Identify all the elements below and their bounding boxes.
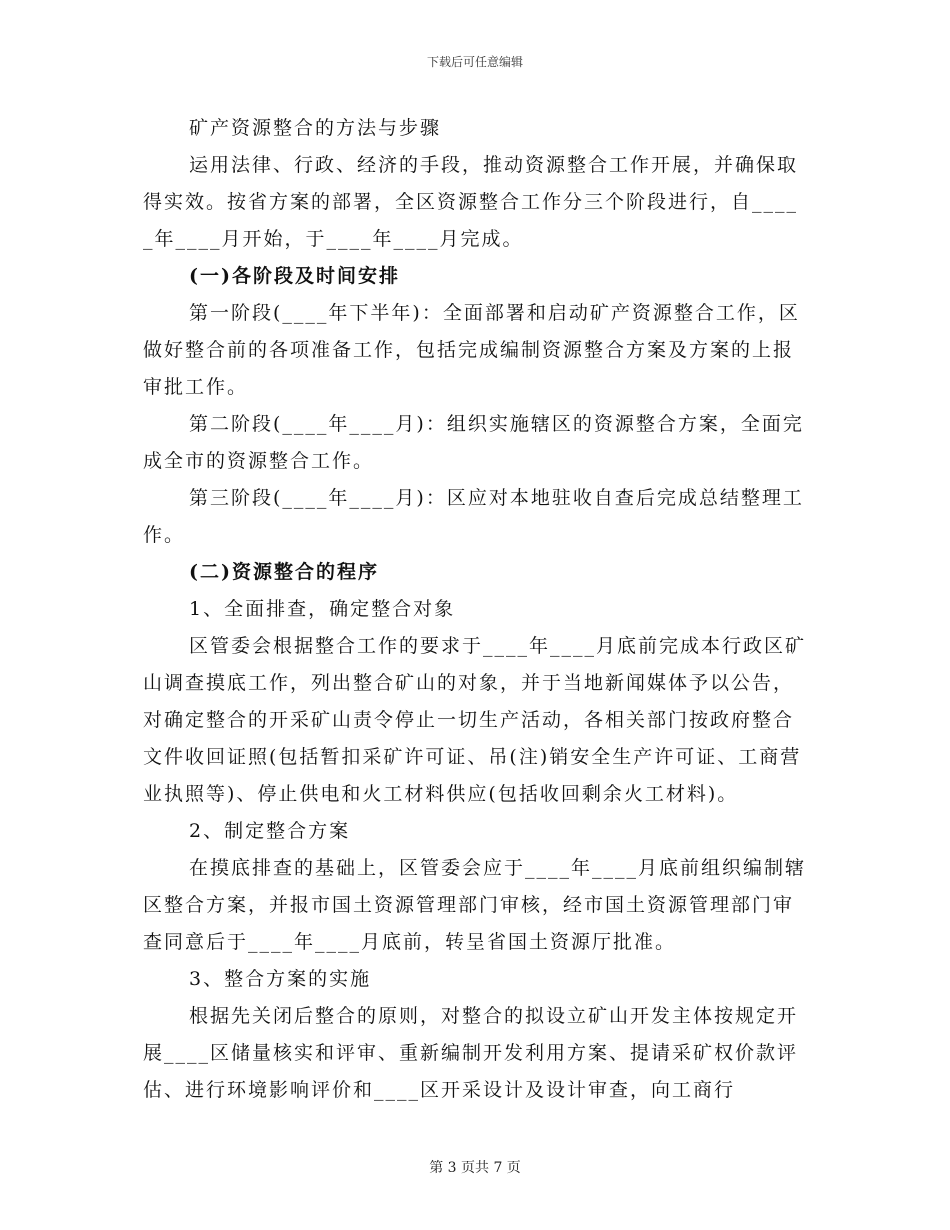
paragraph-stage-3: 第三阶段(____年____月)：区应对本地驻收自查后完成总结整理工作。 [143, 487, 804, 546]
subheading-step-2: 2、制定整合方案 [189, 820, 351, 842]
paragraph-intro: 运用法律、行政、经济的手段，推动资源整合工作开展，并确保取得实效。按省方案的部署，全区资源整合工作分三个阶段进行，自_____年____月开始，于____年____月完成。 [143, 154, 799, 250]
heading-schedule: (一)各阶段及时间安排 [189, 265, 400, 287]
heading-procedure: (二)资源整合的程序 [189, 561, 379, 583]
paragraph-step-1: 区管委会根据整合工作的要求于____年____月底前完成本行政区矿山调查摸底工作，列出整合矿山的对象，并于当地新闻媒体予以公告，对确定整合的开采矿山责令停止一切生产活动，各相关部门按政府整合文件收回证照(包括暂扣采矿许可证、吊(注)销安全生产许可证、工商营业执照等)、停止供电和火工材料供应(包括收回剩余火工材料)。 [143, 635, 807, 805]
document-body [143, 110, 808, 1109]
section-title: 矿产资源整合的方法与步骤 [189, 117, 442, 139]
subheading-step-3: 3、整合方案的实施 [189, 968, 372, 990]
paragraph-stage-2: 第二阶段(____年____月)：组织实施辖区的资源整合方案，全面完成全市的资源整合工作。 [143, 413, 804, 472]
paragraph-step-3: 根据先关闭后整合的原则，对整合的拟设立矿山开发主体按规定开展____区储量核实和评审、重新编制开发利用方案、提请采矿权价款评估、进行环境影响评价和____区开采设计及设计审查，向工商行 [143, 1005, 799, 1101]
paragraph-stage-1: 第一阶段(____年下半年)：全面部署和启动矿产资源整合工作，区做好整合前的各项准备工作，包括完成编制资源整合方案及方案的上报审批工作。 [143, 302, 800, 398]
subheading-step-1: 1、全面排查，确定整合对象 [189, 598, 456, 620]
paragraph-step-2: 在摸底排查的基础上，区管委会应于____年____月底前组织编制辖区整合方案，并报市国土资源管理部门审核，经市国土资源管理部门审查同意后于____年____月底前，转呈省国土资源厅批准。 [143, 857, 807, 953]
page-header: 下载后可任意编辑 [426, 55, 523, 69]
page-footer: 第 3 页共 7 页 [429, 1160, 521, 1176]
